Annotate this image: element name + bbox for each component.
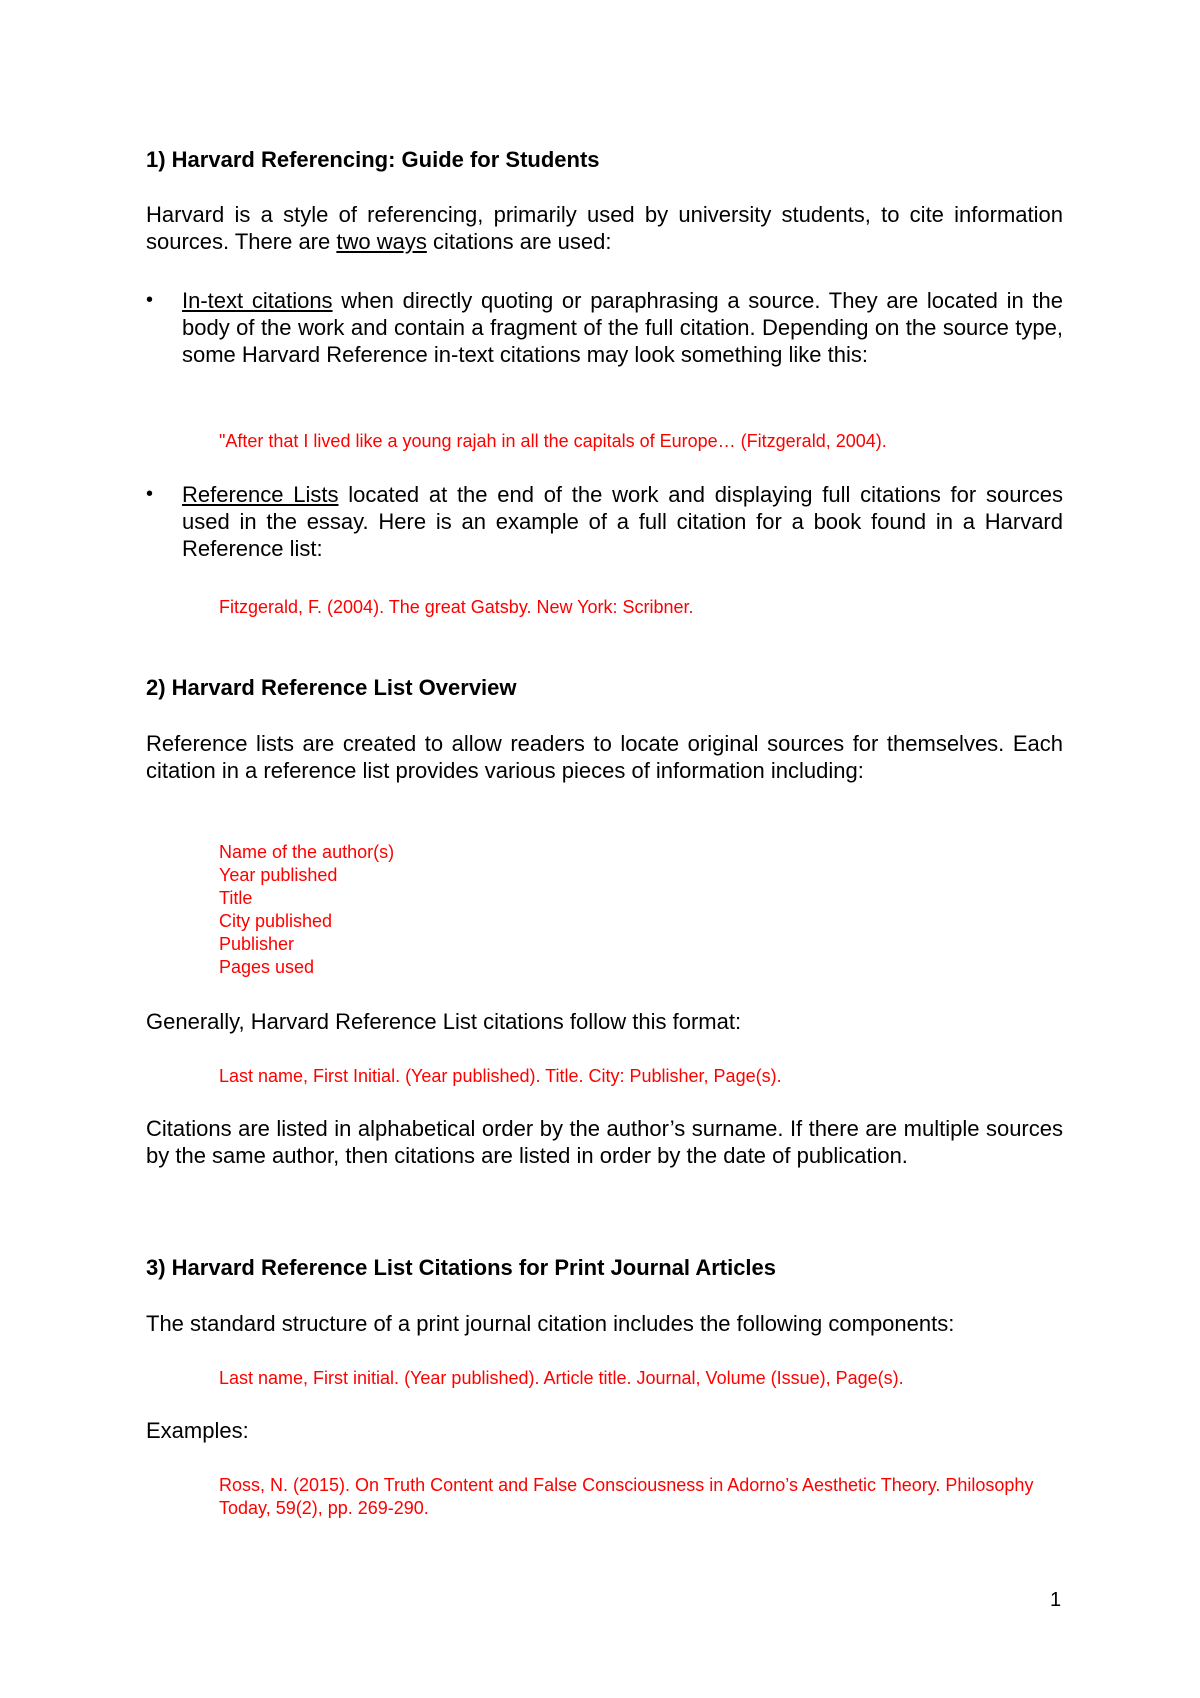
- intro-text: Harvard is a style of referencing, primarily used by university students, to cite information sources. There are: [146, 202, 1063, 254]
- format-intro: Generally, Harvard Reference List citations follow this format:: [146, 1009, 742, 1034]
- intro-text-after: citations are used:: [426, 229, 612, 254]
- bullet-description: located at the end of the work and displaying full citations for sources used in the essay. Here is an example of a full citation for a book found in a Harvard Reference list:: [182, 482, 1063, 561]
- intro-underlined: two ways: [336, 229, 427, 254]
- bullet-in-text-citations: [182, 287, 1063, 368]
- bullet-description: when directly quoting or paraphrasing a source. They are located in the body of the work and contain a fragment of the full citation. Depending on the source type, some Harvard Reference in-text citations may look something like this:: [182, 288, 1063, 367]
- list-item: Publisher: [219, 934, 295, 954]
- section-1-heading: 1) Harvard Referencing: Guide for Students: [146, 147, 600, 172]
- citation-info-list: [219, 841, 394, 979]
- list-item: City published: [219, 911, 333, 931]
- page-number: 1: [1050, 1589, 1062, 1611]
- ordering-paragraph: Citations are listed in alphabetical order by the author’s surname. If there are multiple sources by the same author, then citations are listed in order by the date of publication.: [146, 1116, 1063, 1168]
- list-item: Title: [219, 888, 253, 908]
- section-2-heading: 2) Harvard Reference List Overview: [146, 675, 517, 700]
- list-item: Name of the author(s): [219, 842, 395, 862]
- reference-list-format: Last name, First Initial. (Year published). Title. City: Publisher, Page(s).: [219, 1066, 782, 1086]
- bullet-reference-lists: [182, 481, 1063, 562]
- section-3-intro: The standard structure of a print journal citation includes the following components:: [146, 1311, 955, 1336]
- bullet-term: Reference Lists: [182, 482, 339, 507]
- reference-list-example: Fitzgerald, F. (2004). The great Gatsby. New York: Scribner.: [219, 597, 694, 617]
- in-text-citation-example: "After that I lived like a young rajah in all the capitals of Europe… (Fitzgerald, 2004).: [219, 431, 887, 451]
- examples-label: Examples:: [146, 1418, 249, 1443]
- section-3-heading: 3) Harvard Reference List Citations for Print Journal Articles: [146, 1255, 777, 1280]
- list-item: Year published: [219, 865, 338, 885]
- journal-citation-example: Ross, N. (2015). On Truth Content and False Consciousness in Adorno’s Aesthetic Theory. Philosophy Today, 59(2), pp. 269-290.: [219, 1475, 1034, 1518]
- bullet-term: In-text citations: [182, 288, 333, 313]
- bullet-icon: •: [146, 289, 154, 311]
- section-1-intro: [146, 201, 1063, 255]
- list-item: Pages used: [219, 957, 315, 977]
- bullet-icon: •: [146, 483, 154, 505]
- section-2-intro: Reference lists are created to allow readers to locate original sources for themselves. Each citation in a reference list provides various pieces of information including:: [146, 731, 1063, 783]
- journal-citation-format: Last name, First initial. (Year published). Article title. Journal, Volume (Issue), Page(s).: [219, 1368, 904, 1388]
